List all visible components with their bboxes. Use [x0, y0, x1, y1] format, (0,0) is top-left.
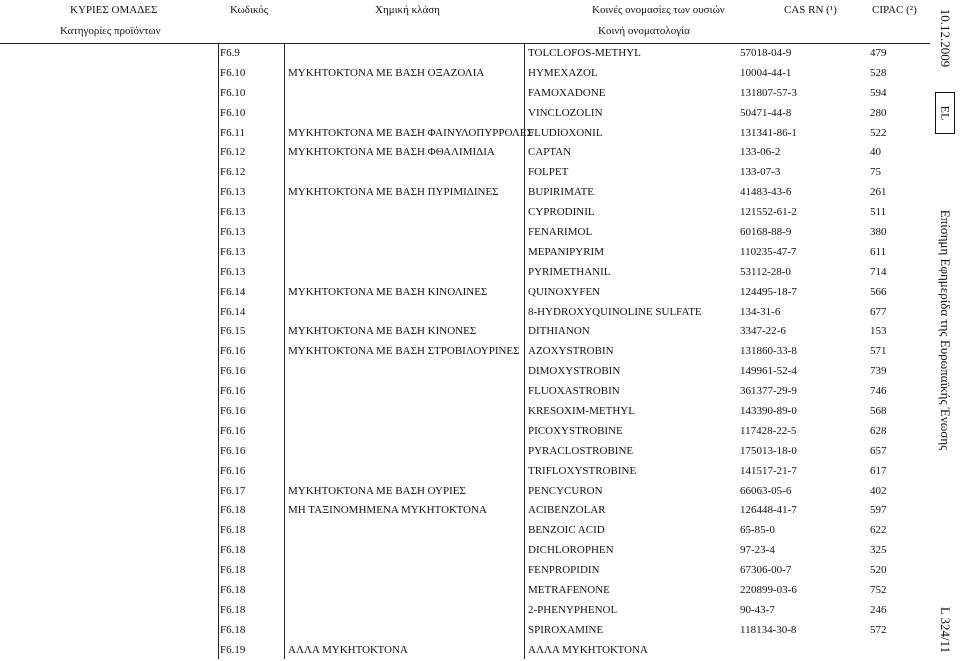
- header-common-nomenclature: Κοινή ονοματολογία: [598, 25, 690, 37]
- cell-common-name: BENZOIC ACID: [528, 524, 605, 537]
- table-row: [0, 303, 930, 323]
- cell-cipac: 261: [870, 186, 887, 199]
- cell-common-name: PENCYCURON: [528, 484, 603, 497]
- cell-cipac: 280: [870, 106, 887, 119]
- cell-chemical-class: ΜΥΚΗΤΟΚΤΟΝΑ ΜΕ ΒΑΣΗ ΣΤΡΟΒΙΛΟΥΡΙΝΕΣ: [288, 345, 520, 358]
- cell-code: F6.19: [220, 643, 246, 656]
- cell-cas-rn: 361377-29-9: [740, 385, 797, 398]
- header-cas-rn: CAS RN (¹): [784, 4, 837, 16]
- cell-code: F6.16: [220, 365, 246, 378]
- table-header: [0, 0, 930, 44]
- cell-cas-rn: 131341-86-1: [740, 126, 797, 139]
- table-row: [0, 462, 930, 482]
- cell-cas-rn: 133-06-2: [740, 146, 781, 159]
- cell-common-name: MEPANIPYRIM: [528, 245, 605, 258]
- cell-common-name: FENPROPIDIN: [528, 564, 600, 577]
- publication-date: 10.12.2009: [938, 8, 953, 68]
- cell-cas-rn: 126448-41-7: [740, 504, 797, 517]
- cell-cipac: 40: [870, 146, 881, 159]
- cell-common-name: AZOXYSTROBIN: [528, 345, 614, 358]
- cell-cipac: 402: [870, 484, 887, 497]
- header-cipac: CIPAC (²): [872, 4, 917, 16]
- cell-cipac: 597: [870, 504, 887, 517]
- cell-cipac: 617: [870, 464, 887, 477]
- cell-chemical-class: ΜΥΚΗΤΟΚΤΟΝΑ ΜΕ ΒΑΣΗ ΚΙΝΟΛΙΝΕΣ: [288, 285, 488, 298]
- journal-title: Επίσημη Εφημερίδα της Ευρωπαϊκής Ένωσης: [938, 209, 953, 451]
- cell-cas-rn: 57018-04-9: [740, 47, 792, 59]
- cell-common-name: TRIFLOXYSTROBINE: [528, 464, 637, 477]
- cell-cas-rn: 143390-89-0: [740, 405, 797, 418]
- cell-code: F6.13: [220, 265, 246, 278]
- table-row: [0, 283, 930, 303]
- cell-cipac: 657: [870, 444, 887, 457]
- cell-common-name: ACIBENZOLAR: [528, 504, 606, 517]
- cell-chemical-class: ΜΥΚΗΤΟΚΤΟΝΑ ΜΕ ΒΑΣΗ ΟΞΑΖΟΛΙΑ: [288, 66, 485, 79]
- table-body: [0, 44, 930, 661]
- cell-code: F6.14: [220, 285, 246, 298]
- cell-cipac: 568: [870, 405, 887, 418]
- cell-cipac: 325: [870, 544, 887, 557]
- table-row: [0, 342, 930, 362]
- cell-code: F6.9: [220, 47, 240, 59]
- cell-cas-rn: 149961-52-4: [740, 365, 797, 378]
- table-row: [0, 322, 930, 342]
- table-row: [0, 362, 930, 382]
- cell-cas-rn: 97-23-4: [740, 544, 775, 557]
- cell-cas-rn: 134-31-6: [740, 305, 781, 318]
- cell-cipac: 628: [870, 424, 887, 437]
- cell-cipac: 714: [870, 265, 887, 278]
- cell-common-name: 8-HYDROXYQUINOLINE SULFATE: [528, 305, 702, 318]
- table-row: [0, 561, 930, 581]
- cell-common-name: VINCLOZOLIN: [528, 106, 603, 119]
- cell-common-name: PYRACLOSTROBINE: [528, 444, 634, 457]
- cell-common-name: 2-PHENYPHENOL: [528, 603, 618, 616]
- cell-cas-rn: 66063-05-6: [740, 484, 792, 497]
- table-row: [0, 203, 930, 223]
- cell-cas-rn: 117428-22-5: [740, 424, 797, 437]
- table-row: [0, 84, 930, 104]
- cell-common-name: QUINOXYFEN: [528, 285, 601, 298]
- cell-cipac: 511: [870, 206, 887, 219]
- cell-code: F6.16: [220, 444, 246, 457]
- table-row: [0, 163, 930, 183]
- table-row: [0, 482, 930, 502]
- table-row: [0, 501, 930, 521]
- cell-chemical-class: ΜΗ ΤΑΞΙΝΟΜΗΜΕΝΑ ΜΥΚΗΤΟΚΤΟΝΑ: [288, 504, 487, 517]
- cell-cipac: 572: [870, 623, 887, 636]
- cell-common-name: ΑΛΛΑ ΜΥΚΗΤΟΚΤΟΝΑ: [528, 643, 648, 656]
- cell-cipac: 571: [870, 345, 887, 358]
- cell-cas-rn: 175013-18-0: [740, 444, 797, 457]
- cell-common-name: BUPIRIMATE: [528, 186, 595, 199]
- cell-cipac: 746: [870, 385, 887, 398]
- cell-common-name: METRAFENONE: [528, 584, 610, 597]
- table-row: [0, 402, 930, 422]
- cell-code: F6.16: [220, 405, 246, 418]
- table-row: [0, 223, 930, 243]
- cell-code: F6.14: [220, 305, 246, 318]
- cell-cas-rn: 110235-47-7: [740, 245, 797, 258]
- cell-cipac: 520: [870, 564, 887, 577]
- cell-code: F6.13: [220, 186, 246, 199]
- cell-cipac: 522: [870, 126, 887, 139]
- cell-code: F6.18: [220, 603, 246, 616]
- table-row: [0, 263, 930, 283]
- cell-cas-rn: 131860-33-8: [740, 345, 797, 358]
- cell-chemical-class: ΜΥΚΗΤΟΚΤΟΝΑ ΜΕ ΒΑΣΗ ΠΥΡΙΜΙΔΙΝΕΣ: [288, 186, 499, 199]
- header-row-2: [0, 21, 930, 42]
- cell-chemical-class: ΜΥΚΗΤΟΚΤΟΝΑ ΜΕ ΒΑΣΗ ΦΘΑΛΙΜΙΔΙΑ: [288, 146, 495, 159]
- page-side-margin: [930, 0, 960, 659]
- cell-code: F6.10: [220, 106, 246, 119]
- cell-common-name: DIMOXYSTROBIN: [528, 365, 621, 378]
- header-chemical-class: Χημική κλάση: [375, 4, 440, 16]
- cell-code: F6.13: [220, 245, 246, 258]
- cell-common-name: FLUOXASTROBIN: [528, 385, 620, 398]
- cell-code: F6.18: [220, 524, 246, 537]
- table-row: [0, 521, 930, 541]
- table-row: [0, 104, 930, 124]
- cell-common-name: KRESOXIM-METHYL: [528, 405, 635, 418]
- cell-code: F6.15: [220, 325, 246, 338]
- cell-cas-rn: 118134-30-8: [740, 623, 797, 636]
- cell-common-name: FENARIMOL: [528, 226, 593, 239]
- cell-cas-rn: 90-43-7: [740, 603, 775, 616]
- cell-code: F6.13: [220, 206, 246, 219]
- cell-common-name: PYRIMETHANIL: [528, 265, 611, 278]
- cell-common-name: HYMEXAZOL: [528, 66, 598, 79]
- cell-chemical-class: ΑΛΛΑ ΜΥΚΗΤΟΚΤΟΝΑ: [288, 643, 408, 656]
- cell-cas-rn: 60168-88-9: [740, 226, 792, 239]
- table-row: [0, 641, 930, 661]
- cell-cipac: 739: [870, 365, 887, 378]
- header-row-1: [0, 0, 930, 21]
- table-row: [0, 581, 930, 601]
- table-row: [0, 124, 930, 144]
- cell-cipac: 246: [870, 603, 887, 616]
- cell-cas-rn: 141517-21-7: [740, 464, 797, 477]
- cell-cas-rn: 50471-44-8: [740, 106, 792, 119]
- cell-cipac: 380: [870, 226, 887, 239]
- cell-cipac: 153: [870, 325, 887, 338]
- header-product-categories: Κατηγορίες προϊόντων: [60, 25, 161, 37]
- cell-code: F6.16: [220, 464, 246, 477]
- cell-cipac: 611: [870, 245, 887, 258]
- cell-code: F6.18: [220, 623, 246, 636]
- cell-cipac: 752: [870, 584, 887, 597]
- table-row: [0, 44, 930, 64]
- cell-cipac: 677: [870, 305, 887, 318]
- cell-cipac: 479: [870, 47, 887, 59]
- table-row: [0, 442, 930, 462]
- cell-common-name: FOLPET: [528, 166, 569, 179]
- cell-cas-rn: 131807-57-3: [740, 86, 797, 99]
- cell-cas-rn: 133-07-3: [740, 166, 781, 179]
- cell-common-name: SPIROXAMINE: [528, 623, 604, 636]
- cell-cas-rn: 53112-28-0: [740, 265, 791, 278]
- table-row: [0, 422, 930, 442]
- cell-cas-rn: 10004-44-1: [740, 66, 792, 79]
- cell-common-name: PICOXYSTROBINE: [528, 424, 623, 437]
- cell-chemical-class: ΜΥΚΗΤΟΚΤΟΝΑ ΜΕ ΒΑΣΗ ΦΑΙΝΥΛΟΠΥΡΡΟΛΕΣ: [288, 126, 533, 139]
- cell-common-name: FAMOXADONE: [528, 86, 606, 99]
- header-code: Κωδικός: [230, 4, 269, 16]
- table-row: [0, 382, 930, 402]
- cell-cas-rn: 121552-61-2: [740, 206, 797, 219]
- cell-code: F6.18: [220, 544, 246, 557]
- table-row: [0, 143, 930, 163]
- cell-code: F6.18: [220, 584, 246, 597]
- cell-code: F6.10: [220, 86, 246, 99]
- table-row: [0, 243, 930, 263]
- cell-chemical-class: ΜΥΚΗΤΟΚΤΟΝΑ ΜΕ ΒΑΣΗ ΚΙΝΟΝΕΣ: [288, 325, 477, 338]
- header-main-groups: ΚΥΡΙΕΣ ΟΜΑΔΕΣ: [70, 4, 158, 16]
- table-row: [0, 621, 930, 641]
- cell-code: F6.11: [220, 126, 245, 139]
- table-row: [0, 183, 930, 203]
- cell-common-name: CYPRODINIL: [528, 206, 595, 219]
- cell-code: F6.12: [220, 146, 246, 159]
- cell-cas-rn: 65-85-0: [740, 524, 775, 537]
- language-box: [935, 92, 955, 134]
- cell-code: F6.16: [220, 424, 246, 437]
- cell-cas-rn: 220899-03-6: [740, 584, 797, 597]
- cell-cipac: 528: [870, 66, 887, 79]
- table-row: [0, 601, 930, 621]
- cell-code: F6.16: [220, 345, 246, 358]
- table-row: [0, 541, 930, 561]
- cell-code: F6.12: [220, 166, 246, 179]
- cell-code: F6.13: [220, 226, 246, 239]
- cell-code: F6.17: [220, 484, 246, 497]
- cell-chemical-class: ΜΥΚΗΤΟΚΤΟΝΑ ΜΕ ΒΑΣΗ ΟΥΡΙΕΣ: [288, 484, 466, 497]
- cell-code: F6.16: [220, 385, 246, 398]
- cell-common-name: DITHIANON: [528, 325, 590, 338]
- table-row: [0, 64, 930, 84]
- cell-code: F6.10: [220, 66, 246, 79]
- language-code: EL: [938, 105, 953, 121]
- header-common-names: Κοινές ονομασίες των ουσιών: [592, 4, 725, 16]
- page-reference: L 324/11: [938, 606, 953, 654]
- cell-cas-rn: 124495-18-7: [740, 285, 797, 298]
- cell-code: F6.18: [220, 564, 246, 577]
- cell-cas-rn: 3347-22-6: [740, 325, 786, 338]
- cell-cas-rn: 41483-43-6: [740, 186, 792, 199]
- cell-common-name: FLUDIOXONIL: [528, 126, 603, 139]
- cell-cipac: 566: [870, 285, 887, 298]
- cell-common-name: CAPTAN: [528, 146, 572, 159]
- cell-cas-rn: 67306-00-7: [740, 564, 792, 577]
- cell-cipac: 594: [870, 86, 887, 99]
- cell-cipac: 75: [870, 166, 881, 179]
- cell-common-name: TOLCLOFOS-METHYL: [528, 47, 641, 59]
- cell-cipac: 622: [870, 524, 887, 537]
- cell-common-name: DICHLOROPHEN: [528, 544, 614, 557]
- cell-code: F6.18: [220, 504, 246, 517]
